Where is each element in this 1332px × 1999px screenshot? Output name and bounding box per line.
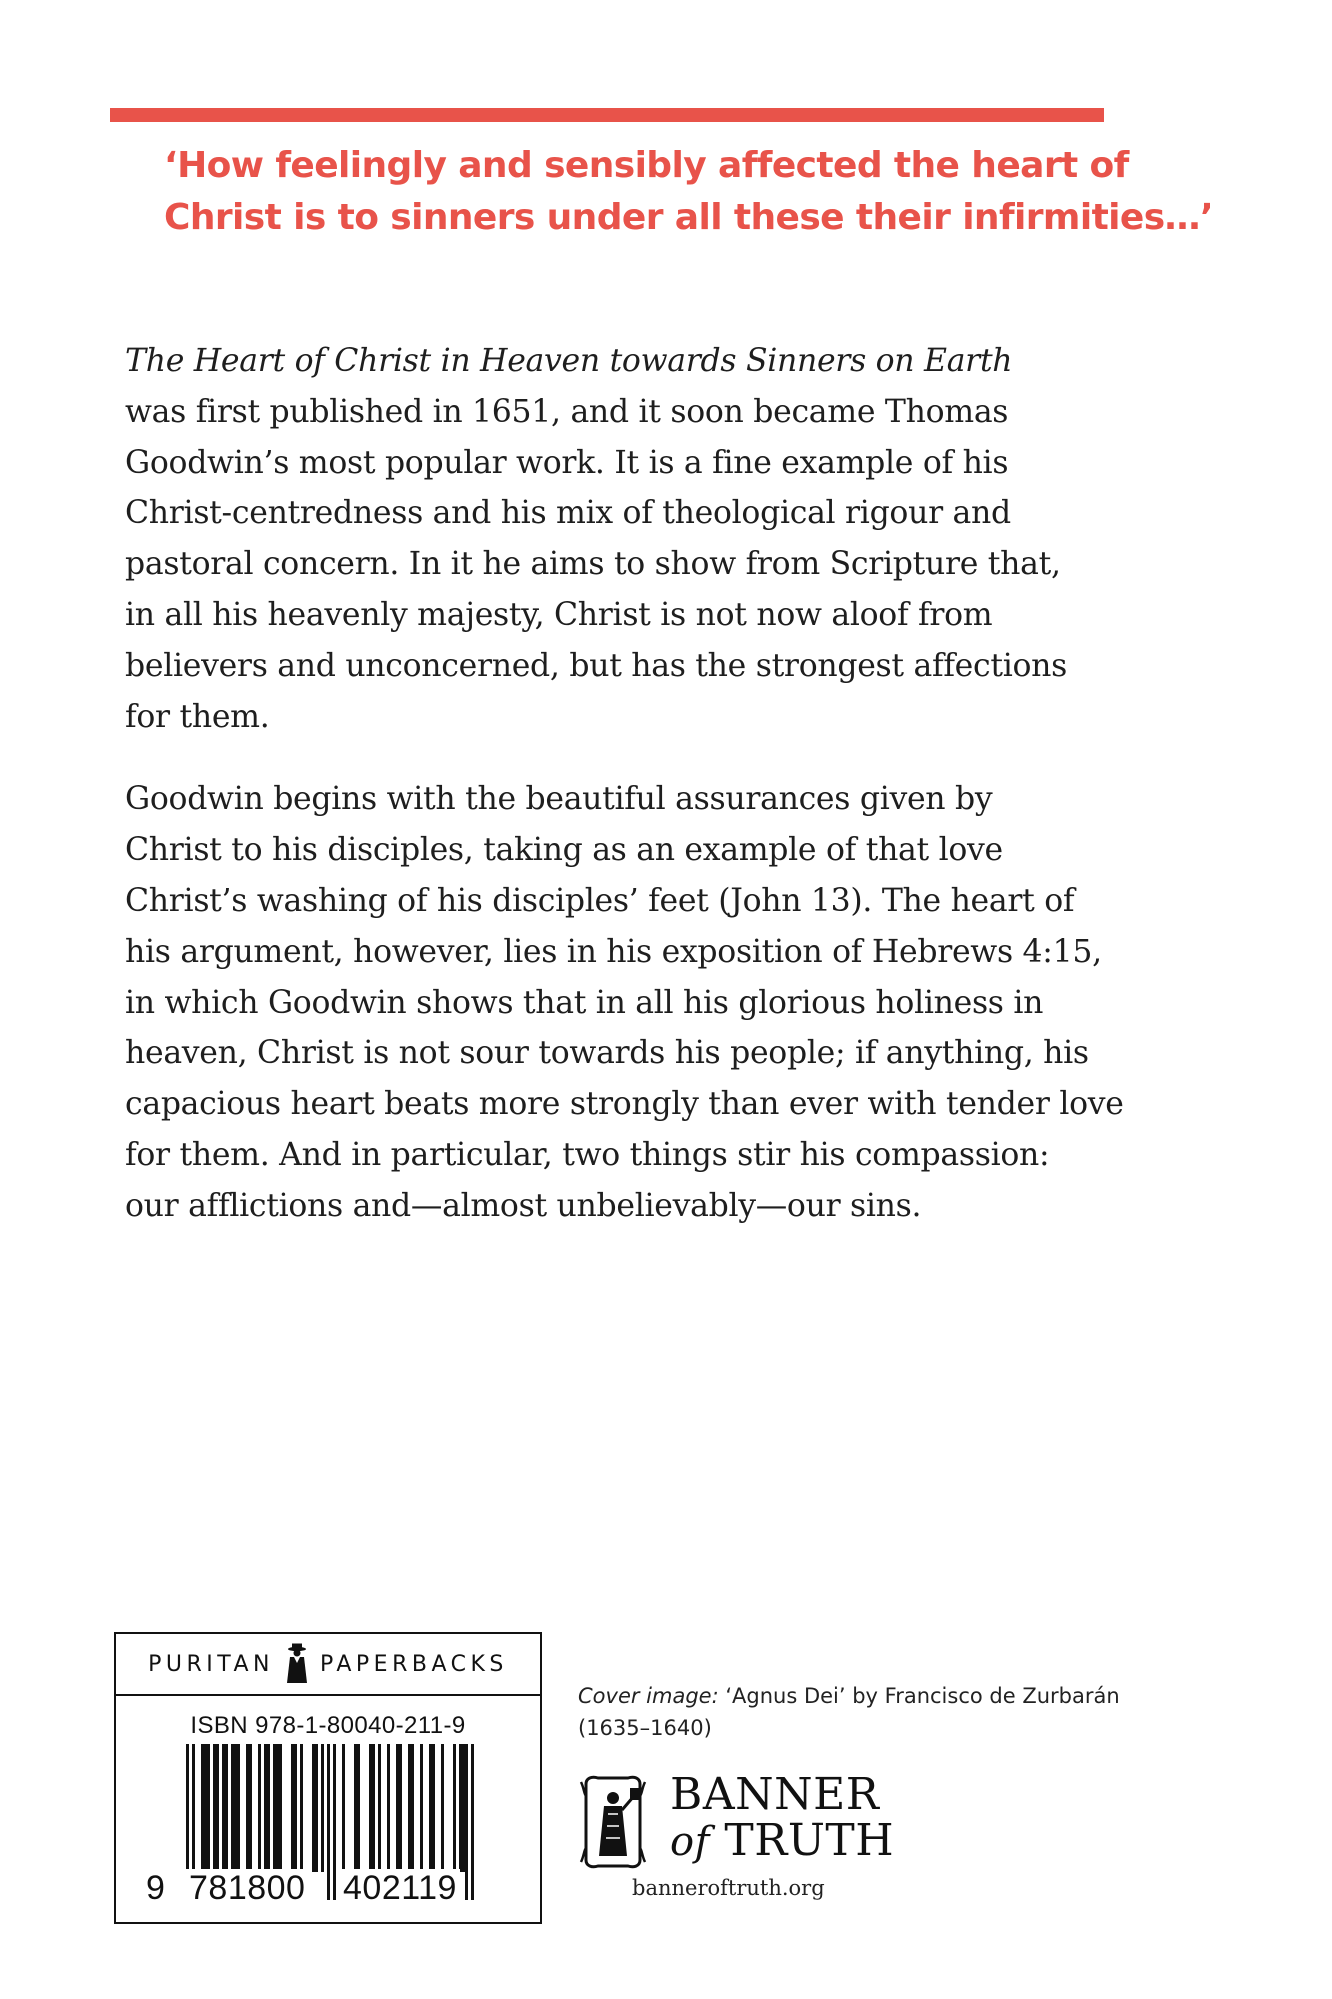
paragraph-2-line-4: his argument, however, lies in his exposition of Hebrews 4:15, <box>125 933 1102 970</box>
book-description <box>125 336 1125 1232</box>
isbn-number: ISBN 978-1-80040-211-9 <box>190 1712 466 1739</box>
paragraph-1-line-3: Christ-centredness and his mix of theological rigour and <box>125 495 1011 532</box>
paragraph-2-line-2: Christ to his disciples, taking as an example of that love <box>125 832 1003 869</box>
pull-quote-line-1: ‘How feelingly and sensibly affected the heart of <box>164 145 1129 186</box>
publisher-name-line-2 <box>670 1815 895 1866</box>
barcode-bar <box>258 1744 261 1872</box>
barcode-bar <box>396 1744 402 1872</box>
barcode-bar <box>273 1744 282 1872</box>
description-paragraph-1 <box>125 336 1125 742</box>
barcode-bar <box>378 1744 381 1872</box>
paragraph-1-line-1: was first published in 1651, and it soon became Thomas <box>125 393 1009 430</box>
barcode-bar <box>231 1744 240 1872</box>
publisher-name-of: of <box>670 1819 710 1865</box>
cover-credit-prefix: Cover image: <box>578 1684 719 1708</box>
publisher-name-truth: TRUTH <box>709 1815 895 1866</box>
paragraph-2-line-7: capacious heart beats more strongly than ever with tender love <box>125 1086 1124 1123</box>
publisher-website: banneroftruth.org <box>632 1876 825 1900</box>
series-banner <box>116 1634 540 1696</box>
isbn-box <box>114 1632 542 1924</box>
accent-bar <box>110 108 1104 122</box>
publisher-name <box>670 1769 895 1866</box>
paragraph-1-line-6: believers and unconcerned, but has the strongest affections <box>125 647 1068 684</box>
series-name-left: PURITAN <box>148 1651 274 1677</box>
barcode-bar <box>459 1744 465 1872</box>
barcode-bar <box>420 1744 423 1872</box>
barcode-bar <box>246 1744 252 1872</box>
barcode-bar <box>201 1744 210 1872</box>
barcode-bar <box>354 1744 360 1872</box>
paragraph-2-line-1: Goodwin begins with the beautiful assurances given by <box>125 781 993 818</box>
paragraph-2-line-3: Christ’s washing of his disciples’ feet (John 13). The heart of <box>125 882 1075 919</box>
barcode-bar <box>300 1744 303 1872</box>
cover-credit-text: ‘Agnus Dei’ by Francisco de Zurbarán <box>718 1684 1120 1708</box>
description-paragraph-2 <box>125 774 1125 1231</box>
paragraph-1-line-5: in all his heavenly majesty, Christ is not now aloof from <box>125 596 993 633</box>
publisher-name-line-1: BANNER <box>670 1769 880 1820</box>
cover-credit-line-1 <box>578 1680 1138 1712</box>
paragraph-1-line-4: pastoral concern. In it he aims to show from Scripture that, <box>125 546 1061 583</box>
pull-quote <box>164 140 1214 244</box>
paragraph-2-line-8: for them. And in particular, two things stir his compassion: <box>125 1136 1050 1173</box>
barcode-bar <box>369 1744 375 1872</box>
puritan-figure-icon <box>284 1643 310 1685</box>
barcode-bar <box>441 1744 444 1872</box>
barcode-bar <box>429 1744 435 1872</box>
paragraph-2-line-6: heaven, Christ is not sour towards his people; if anything, his <box>125 1035 1089 1072</box>
barcode-bar <box>387 1744 390 1872</box>
paragraph-2-line-9: our afflictions and—almost unbelievably—our sins. <box>125 1187 922 1224</box>
barcode-bar <box>264 1744 270 1872</box>
publisher-seal-icon <box>578 1774 648 1870</box>
book-title-italic: The Heart of Christ in Heaven towards Sinners on Earth <box>125 343 1013 379</box>
publisher-logo <box>578 1769 898 1872</box>
barcode-digits-right: 402119 <box>340 1869 460 1908</box>
barcode-bar <box>312 1744 318 1872</box>
cover-credit <box>578 1680 1138 1744</box>
barcode-bar <box>408 1744 414 1872</box>
barcode-bar <box>291 1744 297 1872</box>
barcode-bar <box>342 1744 345 1872</box>
cover-credit-dates: (1635–1640) <box>578 1716 712 1740</box>
barcode-bar <box>213 1744 219 1872</box>
barcode-digit-first: 9 <box>146 1869 165 1907</box>
barcode-bar <box>222 1744 228 1872</box>
paragraph-1-line-2: Goodwin’s most popular work. It is a fine example of his <box>125 444 1009 481</box>
paragraph-2-line-5: in which Goodwin shows that in all his glorious holiness in <box>125 984 1044 1021</box>
series-name-right: PAPERBACKS <box>320 1651 508 1677</box>
paragraph-1-line-7: for them. <box>125 698 270 735</box>
pull-quote-line-2: Christ is to sinners under all these their infirmities…’ <box>164 197 1214 238</box>
barcode-bar <box>321 1744 324 1872</box>
barcode-digits-left: 781800 <box>186 1869 308 1908</box>
barcode-digits <box>146 1869 516 1909</box>
barcode-bar <box>453 1744 456 1872</box>
